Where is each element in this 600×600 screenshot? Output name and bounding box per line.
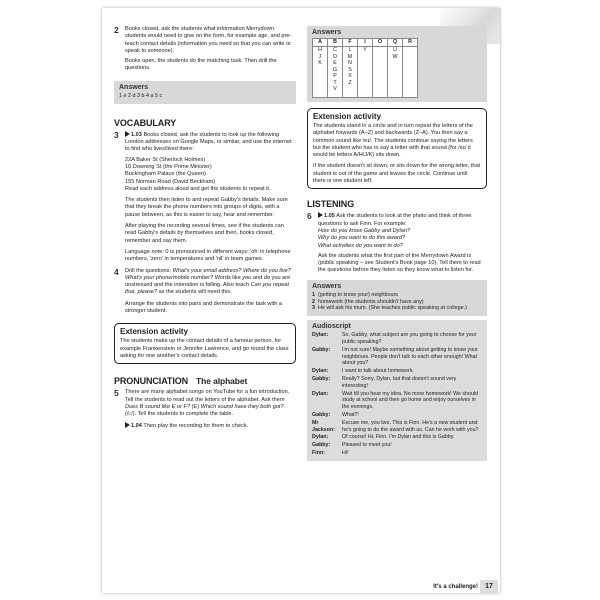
- letter: E: [333, 60, 337, 66]
- table-header-cell: R: [403, 39, 418, 47]
- vocab-text-2: Read each address aloud and get the students to repeat it.: [125, 185, 271, 192]
- answers-box-1: [114, 81, 296, 104]
- answer-text: He will ask his mum. (She teaches public speaking at college.): [318, 305, 467, 312]
- letter: L: [348, 47, 352, 53]
- page-footer: [102, 579, 500, 593]
- listening-heading: LISTENING: [307, 199, 355, 210]
- address-3: Buckingham Palace (the Queen): [125, 171, 206, 178]
- language-note: Language note: 0 is pronounced in different ways: 'oh' in telephone numbers, 'zero' in temperatures and 'nil' in team games.: [125, 248, 291, 263]
- letter: S: [348, 66, 352, 73]
- listening-text-2: Ask the students what the first part of the Merrydown Award is (public speaking – see Student's Book page 10). Tell them to read the questions before they listen so they know what to listen for.: [318, 252, 481, 274]
- pron-question-1: Does B sound like E or F?: [125, 403, 190, 410]
- script-line: [312, 442, 482, 449]
- answer-item: [312, 305, 482, 312]
- script-line: [312, 332, 482, 346]
- book-page: [102, 8, 500, 593]
- answer-number: 2: [312, 298, 315, 305]
- drill-word-you: you: [242, 274, 252, 281]
- speaker-name: Dylan:: [312, 390, 329, 397]
- exercise-2-text-1: Books closed, ask the students what information Merrydown students would need to give on the form, for example age, and pre-teach contact details (information you need so that you can write or speak to someone).: [125, 26, 292, 54]
- audio-play-icon: [125, 422, 130, 428]
- speaker-name: Gabby:: [312, 346, 331, 353]
- answers-list: [312, 292, 482, 312]
- pron-text: (E): [189, 403, 201, 410]
- unit-title: It's a challenge!: [433, 584, 478, 590]
- extension-activity-2: [307, 108, 487, 189]
- extension-text: The students make up the contact details of a famous person, for example Frankenstein or Jennifer Lawrence, and go round the class asking for one another's contact details.: [120, 338, 289, 359]
- script-line: [312, 412, 482, 419]
- example-question-1: How do you know Gabby and Dylan?: [318, 227, 411, 234]
- pron-text: (/iː/). Tell the students to complete the table.: [125, 411, 234, 418]
- example-question-2: Why do you want to do this award?: [318, 235, 406, 242]
- table-header-cell: I: [358, 39, 373, 47]
- extension-text-1: The students stand in a circle and in turn repeat the letters of the alphabet forwards (A–Z) and backwards (Z–A). You then say a common sound like /eɪ/. The students continue saying the letters but the student who has to say a letter with that sound (for /eɪ/ it would be letters A/H/J/K) sits down.: [313, 123, 473, 159]
- speaker-text: I'm not sure! Maybe something about getting to know your neighbours. People don't talk to each other enough! What about you?: [342, 346, 478, 367]
- table-cell: [328, 47, 343, 98]
- speaker-name: Gabby:: [312, 375, 331, 382]
- answer-item: [312, 292, 482, 299]
- audio-play-icon: [125, 131, 130, 137]
- speaker-name: Dylan:: [312, 368, 329, 375]
- table-cell: [403, 47, 418, 98]
- extension-activity-1: [114, 323, 296, 364]
- speaker-name: Finn:: [312, 449, 325, 456]
- exercise-number: 6: [307, 211, 312, 222]
- example-question-3: What activities do you want to do?: [318, 242, 403, 249]
- speaker-name: Mr Jackson:: [312, 419, 335, 433]
- pronunciation-heading: [114, 376, 296, 386]
- letter: Y: [363, 47, 367, 53]
- answers-text: 1 e 2 d 3 b 4 a 5 c: [119, 92, 163, 99]
- exercise-number: 3: [114, 129, 119, 140]
- letter: Z: [348, 79, 352, 86]
- audio-play-icon: [318, 212, 323, 218]
- exercise-4: [114, 268, 296, 316]
- pron-text-2: Then play the recording for them to check.: [143, 423, 249, 430]
- pairs-text: Arrange the students into pairs and demonstrate the task with a stronger student.: [125, 300, 283, 315]
- script-line: [312, 434, 482, 441]
- drill-word-do: do: [263, 274, 270, 281]
- drill-text: Words like: [213, 274, 243, 281]
- drill-text: as the students will need this.: [157, 289, 232, 296]
- pronunciation-title: PRONUNCIATION: [114, 376, 189, 387]
- pron-question-2: Which sound have they both got?: [200, 403, 284, 410]
- exercise-number: 4: [114, 266, 119, 277]
- audio-track-number: 1.05: [324, 213, 335, 220]
- right-column: [307, 26, 487, 461]
- audio-track-number: 1.03: [131, 131, 142, 138]
- exercise-6: [307, 212, 487, 274]
- vocabulary-heading: VOCABULARY: [114, 117, 177, 128]
- answers-title: Answers: [312, 29, 342, 36]
- vocab-text-1: Books closed, ask the students to look up the following London addresses on Google Maps, or similar, and use the internet to find who lives/lived there:: [125, 131, 292, 153]
- extension-text-2: If the student doesn't sit down, or sits down for the wrong letter, that student is out of the game and leaves the circle. Continue until there is one student left.: [313, 163, 481, 185]
- speaker-name: Dylan:: [312, 332, 329, 339]
- page-number: 17: [480, 580, 498, 593]
- letter: W: [392, 53, 398, 60]
- answers-title: Answers: [119, 83, 149, 91]
- letter: C: [333, 47, 337, 53]
- answer-text: homework (the students shouldn't have any): [318, 298, 424, 305]
- drill-text: and: [251, 274, 264, 281]
- exercise-2: [114, 26, 296, 73]
- script-line: [312, 450, 482, 457]
- address-4: 155 Norman Road (David Beckham): [125, 178, 216, 185]
- speaker-name: Dylan:: [312, 434, 329, 441]
- exercise-5: [114, 389, 296, 430]
- letter: D: [333, 53, 337, 60]
- speaker-text: I want to talk about homework.: [342, 368, 414, 375]
- vocab-text-4: After playing the recording several times, see if the students can read Gabby's details by themselves and then, books closed, remember and say them.: [125, 223, 284, 244]
- address-2: 10 Downing St (the Prime Minister): [125, 163, 212, 170]
- letter: X: [348, 73, 352, 79]
- letter: T: [333, 79, 337, 86]
- speaker-text: Hi!: [342, 449, 349, 456]
- table-cell: [358, 47, 373, 98]
- answers-box-2: [307, 26, 487, 102]
- audioscript-box: [307, 320, 487, 461]
- audio-track-number: 1.04: [131, 423, 142, 430]
- letter: U: [393, 47, 397, 53]
- letter: V: [333, 86, 337, 92]
- speaker-text: So, Gabby, what subject are you going to choose for your public speaking?: [342, 332, 477, 345]
- table-header-cell: O: [373, 39, 388, 47]
- address-1: 22A Baker St (Sherlock Holmes): [125, 156, 206, 163]
- audioscript-title: Audioscript: [312, 323, 351, 331]
- script-line: [312, 368, 482, 375]
- table-header-cell: B: [328, 39, 343, 47]
- speaker-text: Wait till you hear my idea. No more homework! We should study at school and then go home and enjoy ourselves in the evenings.: [342, 390, 479, 411]
- letter: H: [318, 47, 322, 53]
- script-line: [312, 376, 482, 390]
- table-cell: [343, 47, 358, 98]
- script-line: [312, 391, 482, 411]
- letter: M: [347, 53, 353, 60]
- script-line: [312, 420, 482, 434]
- extension-title: Extension activity: [313, 112, 382, 121]
- table-header-cell: Q: [388, 39, 403, 47]
- drill-intro: Drill the questions:: [125, 267, 173, 274]
- listening-text-1: Ask the students to look at the photo and think of three questions to ask Finn. For example:: [318, 213, 472, 227]
- extension-title: Extension activity: [120, 327, 189, 337]
- speaker-text: Really? Sorry, Dylan, but that doesn't sound very interesting!: [342, 375, 457, 389]
- vocab-text-3: The students then listen to and repeat Gabby's details. Make sure that they break the phone numbers into groups of digits, with a pause between, as this is easier to say, hear and remember.: [125, 197, 288, 218]
- drill-questions: What's your email address? Where do you live? What's your phone/mobile number?: [125, 267, 291, 281]
- speaker-name: Gabby:: [312, 442, 331, 449]
- exercise-2-text-2: Books open, the students do the matching task. Then drill the questions.: [125, 58, 277, 72]
- drill-text: you are unstressed and the intonation is falling. Also teach: [125, 274, 291, 289]
- speaker-text: Of course! Hi, Finn. I'm Dylan and this is Gabby.: [342, 434, 455, 441]
- exercise-number: 2: [114, 25, 119, 35]
- table-header-cell: F: [343, 39, 358, 47]
- pronunciation-subtitle: The alphabet: [196, 376, 248, 387]
- letter: N: [348, 60, 352, 66]
- speaker-text: What?!: [342, 411, 359, 418]
- answer-item: [312, 299, 482, 306]
- table-cell: [388, 47, 403, 98]
- letter: P: [333, 73, 337, 79]
- letter: K: [318, 60, 322, 66]
- answer-number: 3: [312, 305, 315, 312]
- script-line: [312, 347, 482, 367]
- left-column: [114, 26, 296, 434]
- speaker-name: Gabby:: [312, 411, 331, 418]
- pron-text: There are many alphabet songs on YouTube for a fun introduction. Tell the students to read out the letters of the alphabet. Ask them: [125, 389, 290, 403]
- answers-box-3: [307, 280, 487, 316]
- exercise-number: 5: [114, 388, 119, 399]
- table-header-cell: A: [313, 39, 328, 47]
- audioscript-lines: [312, 332, 482, 457]
- letter: G: [332, 66, 338, 73]
- speaker-text: Excuse me, you two. This is Finn. He's a new student and he's going to do the award with us. Can he work with you?: [342, 419, 479, 433]
- answers-title: Answers: [312, 282, 342, 290]
- exercise-3: [114, 131, 296, 264]
- alphabet-table: [312, 38, 418, 98]
- drill-phrase: Can you repeat that, please?: [125, 282, 289, 296]
- letter: J: [318, 53, 322, 60]
- answer-text: (getting to know your) neighbours: [318, 291, 399, 298]
- answer-number: 1: [312, 291, 315, 298]
- table-cell: [313, 47, 328, 98]
- table-cell: [373, 47, 388, 98]
- speaker-text: Pleased to meet you!: [342, 442, 392, 449]
